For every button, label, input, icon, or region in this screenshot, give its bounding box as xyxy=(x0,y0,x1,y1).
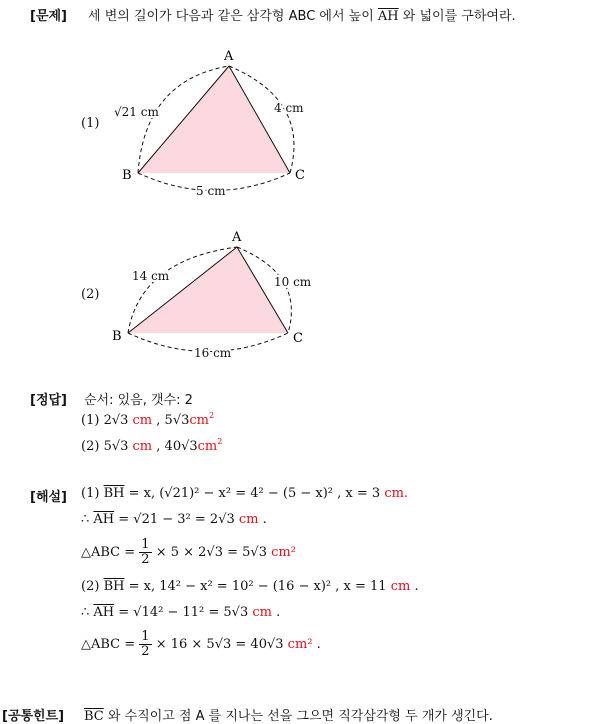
figure2-vertex-a: A xyxy=(232,230,242,245)
answer-meta: 순서: 있음, 갯수: 2 xyxy=(84,393,193,408)
figure1-label-ab: √21 cm xyxy=(114,105,159,119)
solution-1-bh: $\overline{BH}$ xyxy=(103,486,125,501)
solution-2-eq: = √21 − 3² = 2√3 xyxy=(118,512,235,527)
answer-2-unit-2: $cm^2$ xyxy=(197,437,223,454)
figure1-label-ac: 4 cm xyxy=(274,101,304,115)
solution-line-6: △ABC = $\frac{1}{2}$ × 16 × 5√3 = 40√3 cm² . xyxy=(81,629,321,659)
answer-2-label: (2) xyxy=(81,439,100,454)
figure1-triangle-diagram xyxy=(100,40,330,210)
figure1-label-bc: 5 cm xyxy=(196,184,226,198)
answer-1-value-1: 2√3 xyxy=(103,413,129,428)
solution-6-fraction: $\frac{1}{2}$ xyxy=(141,629,150,659)
solution-3-eq: = 5√3 xyxy=(227,545,267,560)
solution-2-unit: cm xyxy=(238,512,259,527)
answer-2-value-1: 5√3 xyxy=(103,439,129,454)
problem-text-post: 와 넓이를 구하여라. xyxy=(398,9,516,24)
problem-tag: [문제] xyxy=(30,9,67,24)
figure2-triangle-diagram xyxy=(100,220,330,370)
solution-4-unit: cm xyxy=(390,579,411,594)
hint-bc: $\overline{BC}$ xyxy=(84,709,104,724)
figure1-label: (1) xyxy=(81,116,100,131)
figure2-label: (2) xyxy=(81,287,100,302)
solution-line-2: ∴ $\overline{AH} = √21 - 3^2 = 2√3$ cm . xyxy=(81,512,267,527)
solution-6-eq: = 40√3 xyxy=(235,637,284,652)
figure2-vertex-c: C xyxy=(293,331,303,346)
solution-5-unit: cm xyxy=(252,605,272,620)
hint-body: 와 수직이고 점 A 를 지나는 선을 그으면 직각삼각형 두 개가 생긴다. xyxy=(103,709,493,724)
answer-2-unit-1: cm xyxy=(132,439,153,454)
figure2-label-ab: 14 cm xyxy=(132,269,170,283)
problem-text-pre: 세 변의 길이가 다음과 같은 삼각형 ABC 에서 높이 xyxy=(88,9,378,24)
answer-1-unit-1: cm xyxy=(132,413,153,428)
solution-4-eq: = x, 14² − x² = 10² − (16 − x)² , x = 11 xyxy=(128,579,387,594)
solution-1-eq: = x, (√21)² − x² = 4² − (5 − x)² , x = 3 xyxy=(128,486,381,501)
figure1-vertex-b: B xyxy=(122,168,132,183)
figure2-label-bc: 16 cm xyxy=(194,346,232,360)
answer-line-2: (2) 5√3 cm , $40√3cm^2$ xyxy=(81,437,223,454)
solution-1-label: (1) xyxy=(81,486,100,501)
figure2-vertex-b: B xyxy=(112,329,122,344)
solution-line-3: △ABC = $\frac{1}{2}$ × 5 × 2√3 = 5√3 cm² xyxy=(81,537,296,567)
solution-3-unit: cm² xyxy=(271,545,296,560)
figure1-vertex-a: A xyxy=(224,49,234,64)
solution-line-5: ∴ $\overline{AH} = √14^2 - 11^2 = 5√3$ cm . xyxy=(81,605,281,620)
solution-4-label: (2) xyxy=(81,579,100,594)
figure2-label-ac: 10 cm xyxy=(274,275,312,289)
hint-tag: [공통힌트] xyxy=(2,709,65,724)
solution-5-eq: = √14² − 11² = 5√3 xyxy=(118,605,249,620)
solution-4-bh: $\overline{BH}$ xyxy=(103,579,125,594)
problem-text xyxy=(88,5,516,24)
solution-tag: [해설] xyxy=(30,490,67,505)
solution-5-ah: $\overline{AH}$ xyxy=(93,605,115,620)
solution-line-1 xyxy=(81,486,408,501)
solution-2-ah: $\overline{AH}$ xyxy=(93,512,115,527)
problem-ah: $\overline{AH}$ xyxy=(377,9,399,24)
answer-1-label: (1) xyxy=(81,413,100,428)
answer-1-unit-2: $cm^2$ xyxy=(189,411,215,428)
answer-2-value-2: 40√3 xyxy=(164,439,198,454)
solution-3-fraction: $\frac{1}{2}$ xyxy=(141,537,150,567)
answer-1-value-2: 5√3 xyxy=(164,413,190,428)
solution-line-4: (2) $\overline{BH} = x$, 14² − x² = 10² − (16 − x)² , x = 11 cm . xyxy=(81,579,419,594)
answer-tag: [정답] xyxy=(30,393,67,408)
solution-6-unit: cm² xyxy=(287,637,313,652)
solution-1-unit: cm. xyxy=(384,486,409,501)
figure2-triangle xyxy=(128,247,288,333)
figure1-vertex-c: C xyxy=(295,168,305,183)
answer-line-1: (1) 2√3 cm , $5√3cm^2$ xyxy=(81,411,215,428)
figure1-triangle xyxy=(138,66,290,173)
hint-text xyxy=(84,705,493,724)
